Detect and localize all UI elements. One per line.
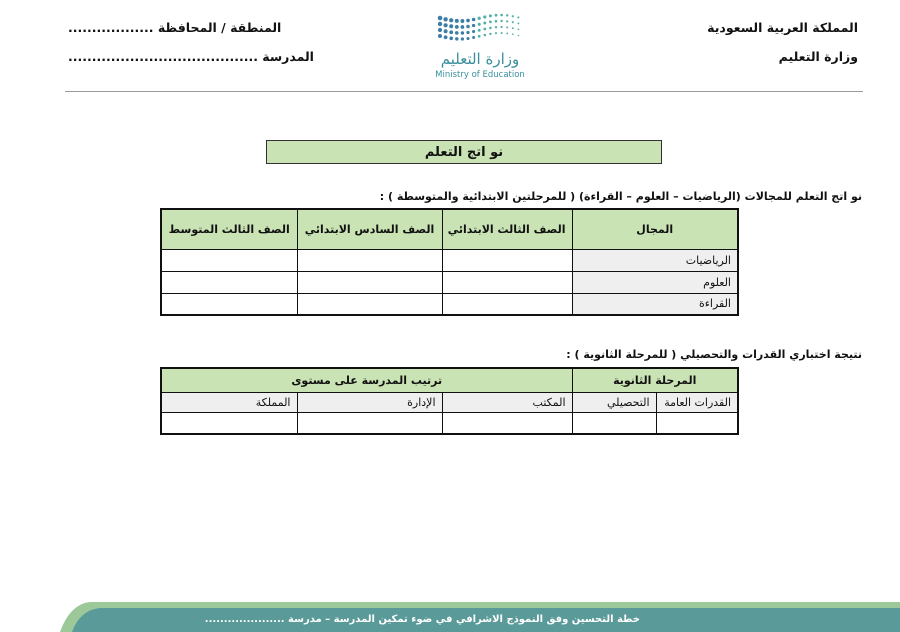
logo-dot [466,31,469,34]
header-grade6-primary: الصف السادس الابتدائي [297,209,442,249]
table1-caption: نو اتج التعلم للمجالات (الرياضيات – العلوم – القراءة) ( للمرحلتين الابتدائية والمتوسطة ) : [379,190,862,203]
cell-empty[interactable] [297,293,442,315]
row-label-math: الرياضيات [572,249,738,271]
logo-arabic-text: وزارة التعليم [440,50,520,68]
logo-dot [506,20,508,22]
logo-dot [438,28,442,32]
logo-dot [500,26,502,28]
logo-dot [489,33,491,35]
school-field: المدرسة ........................................ [68,49,314,64]
logo-dot [438,16,443,21]
logo-dot [443,17,447,21]
subheader-general-abilities: القدرات العامة [656,392,738,412]
logo-dot [495,32,497,34]
logo-dot [517,22,519,24]
cell-empty[interactable] [161,249,297,271]
cell-empty[interactable] [442,293,572,315]
logo-dot [483,28,486,31]
header-domain: المجال [572,209,738,249]
logo-dot [506,14,508,16]
logo-dot [438,22,442,26]
row-label-science: العلوم [572,271,738,293]
header-divider [65,91,863,92]
cell-empty[interactable] [161,412,297,434]
subheader-office: المكتب [442,392,572,412]
logo-dot [449,24,453,28]
logo-dot [495,20,498,23]
cell-empty[interactable] [442,249,572,271]
logo-dot [449,30,453,34]
ministry-logo [430,12,530,84]
logo-dot [461,37,464,40]
logo-dot [455,19,459,23]
logo-dot [466,19,470,23]
dots-wave-logo-icon [430,12,530,48]
logo-dot [512,21,514,23]
logo-dot [506,26,508,28]
abilities-test-table [160,367,739,435]
logo-dot [512,15,514,17]
table2-caption: نتيجة اختباري القدرات والتحصيلي ( للمرحلة الثانوية ) : [566,348,862,361]
logo-dot [472,18,476,22]
logo-dot [501,32,503,34]
logo-dot [472,36,475,39]
logo-dot [512,33,514,35]
logo-dot [489,21,492,24]
logo-dot [495,14,498,17]
section-title: نو اتج التعلم [266,140,662,164]
logo-dot [500,20,502,22]
logo-dot [449,18,453,22]
logo-dot [455,37,458,40]
logo-dot [484,34,487,37]
logo-dot [478,29,481,32]
logo-english-text: Ministry of Education [435,70,525,80]
logo-dot [444,35,448,39]
cell-empty[interactable] [572,412,656,434]
logo-dot [443,23,447,27]
logo-dot [495,26,497,28]
logo-dot [506,32,508,34]
logo-dot [489,14,492,17]
logo-dot [478,35,481,38]
cell-empty[interactable] [442,271,572,293]
logo-dot [512,27,514,29]
footer-text: خطة التحسين وفق النموذج الاشرافي في ضوء تمكين المدرسة – مدرسة ..................... [204,614,640,625]
logo-dot [461,31,464,34]
logo-dot [466,37,469,40]
logo-dot [461,25,465,29]
header-school-ranking: ترتيب المدرسة على مستوى [161,368,572,392]
logo-dot [472,24,475,27]
subheader-achievement: التحصيلي [572,392,656,412]
cell-empty[interactable] [442,412,572,434]
learning-outcomes-table [160,208,739,316]
cell-empty[interactable] [656,412,738,434]
country-name: المملكة العربية السعودية [707,20,858,35]
subheader-kingdom: المملكة [161,392,297,412]
logo-dot [472,30,475,33]
region-field: المنطقة / المحافظة .................. [68,20,282,35]
logo-dot [478,17,481,20]
row-label-reading: القراءة [572,293,738,315]
ministry-name: وزارة التعليم [778,49,858,64]
logo-dot [489,27,492,30]
logo-dot [517,16,519,18]
cell-empty[interactable] [297,271,442,293]
cell-empty[interactable] [161,271,297,293]
cell-empty[interactable] [297,412,442,434]
logo-dot [460,19,464,23]
header-grade3-primary: الصف الثالث الابتدائي [442,209,572,249]
subheader-administration: الإدارة [297,392,442,412]
logo-dot [500,14,503,17]
logo-dot [449,36,453,40]
logo-dot [455,31,459,35]
cell-empty[interactable] [297,249,442,271]
logo-dot [444,29,448,33]
logo-dot [455,25,459,29]
logo-dot [438,34,442,38]
logo-dot [478,23,481,26]
header-secondary-stage: المرحلة الثانوية [572,368,738,392]
logo-dot [483,22,486,25]
logo-dot [466,25,470,29]
logo-dot [518,35,520,37]
cell-empty[interactable] [161,293,297,315]
logo-dot [518,29,520,31]
header-grade3-intermediate: الصف الثالث المتوسط [161,209,297,249]
logo-dot [483,15,486,18]
